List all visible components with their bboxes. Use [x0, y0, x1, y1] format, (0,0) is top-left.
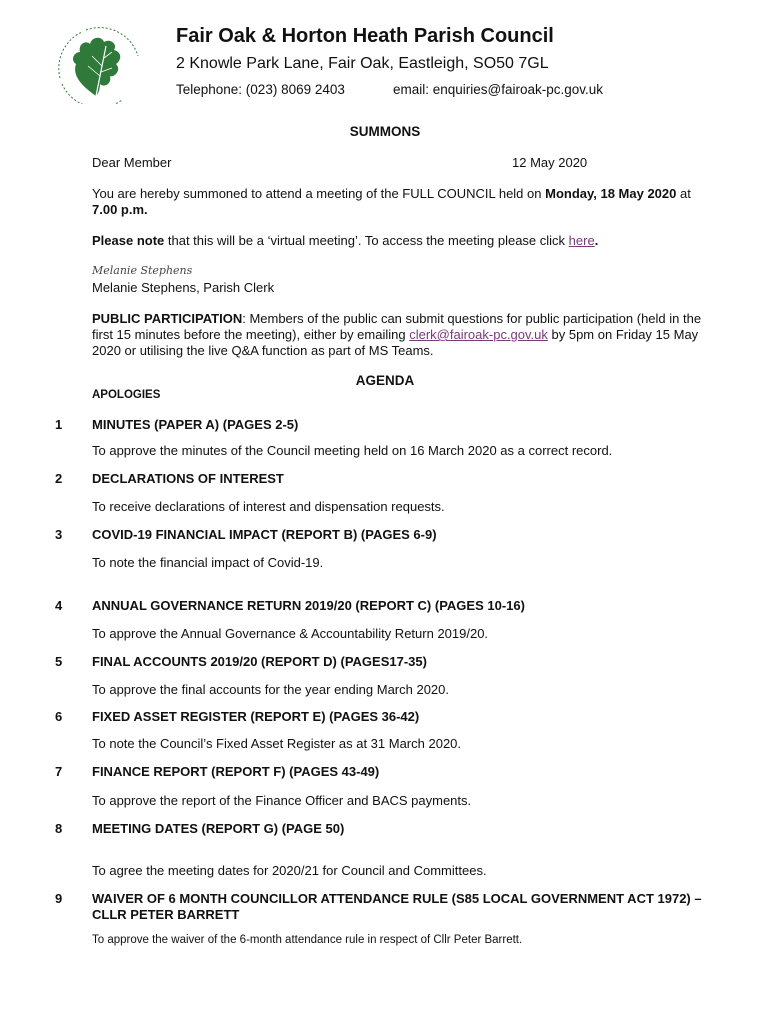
agenda-item-number: 6 — [55, 709, 63, 724]
oak-leaf-icon — [52, 26, 142, 104]
council-telephone: Telephone: (023) 8069 2403 — [176, 82, 345, 97]
item-title-text: WAIVER OF 6 MONTH COUNCILLOR ATTENDANCE RULE (S85 LOCAL GOVERNMENT ACT 1972) – CLLR PETER BARRETT — [92, 891, 702, 922]
agenda-item-description: To note the financial impact of Covid-19. — [92, 555, 324, 570]
agenda-item-description: To note the Council’s Fixed Asset Register as at 31 March 2020. — [92, 736, 462, 751]
agenda-heading: AGENDA — [355, 373, 415, 388]
council-title: Fair Oak & Horton Heath Parish Council — [176, 25, 554, 47]
item-title-text: MINUTES (PAPER A) — [92, 417, 220, 432]
meeting-time: 7.00 p.m. — [92, 202, 148, 217]
item-pages: (PAGES 36-42) — [325, 709, 420, 724]
agenda-item-title — [92, 764, 712, 780]
item-pages: (PAGES 6-9) — [357, 527, 437, 542]
item-title-text: FIXED ASSET REGISTER (REPORT E) — [92, 709, 326, 724]
item-title-text: MEETING DATES (REPORT G) — [92, 821, 279, 836]
agenda-item-number: 3 — [55, 527, 63, 542]
agenda-item-title — [92, 527, 712, 543]
item-pages: (PAGES 10-16) — [431, 598, 525, 613]
clerk-email-link[interactable]: clerk@fairoak-pc.gov.uk — [409, 327, 548, 342]
meeting-link[interactable]: here — [568, 233, 595, 248]
note-text: that this will be a ‘virtual meeting’. To access the meeting please click — [164, 233, 569, 248]
summons-heading: SUMMONS — [349, 124, 421, 139]
council-address: 2 Knowle Park Lane, Fair Oak, Eastleigh, SO50 7GL — [176, 55, 549, 72]
item-title-text: FINANCE REPORT (REPORT F) — [92, 764, 286, 779]
note-end: . — [594, 233, 599, 248]
agenda-item-number: 7 — [55, 764, 63, 779]
item-title-text: COVID-19 FINANCIAL IMPACT (REPORT B) — [92, 527, 358, 542]
parish-logo — [52, 26, 142, 104]
agenda-item-title — [92, 471, 712, 487]
clerk-signature: Melanie Stephens — [92, 264, 193, 277]
agenda-item-title — [92, 891, 702, 923]
public-text-2: by 5pm on Friday 15 May 2020 or utilising the live Q&A function as part of MS Teams. — [92, 327, 699, 358]
agenda-item-number: 5 — [55, 654, 63, 669]
letter-date: 12 May 2020 — [512, 155, 588, 170]
salutation: Dear Member — [92, 155, 172, 170]
item-title-text: ANNUAL GOVERNANCE RETURN 2019/20 (REPORT C) — [92, 598, 432, 613]
agenda-item-description: To receive declarations of interest and dispensation requests. — [92, 499, 445, 514]
public-label: PUBLIC PARTICIPATION — [92, 311, 243, 326]
agenda-item-number: 1 — [55, 417, 63, 432]
public-participation — [92, 311, 717, 359]
agenda-item-description: To approve the waiver of the 6-month attendance rule in respect of Cllr Peter Barrett. — [92, 934, 523, 946]
item-pages: (PAGES17-35) — [336, 654, 427, 669]
apologies-heading: APOLOGIES — [92, 389, 161, 401]
agenda-item-number: 9 — [55, 891, 63, 906]
item-title-text: DECLARATIONS OF INTEREST — [92, 471, 284, 486]
note-label: Please note — [92, 233, 165, 248]
agenda-item-number: 4 — [55, 598, 63, 613]
public-text-1: : Members of the public can submit questions for public participation (held in the first 15 minutes before the meeting), either by emailing — [92, 311, 702, 342]
agenda-item-description: To approve the Annual Governance & Accountability Return 2019/20. — [92, 626, 489, 641]
agenda-item-title — [92, 654, 712, 670]
agenda-item-description: To approve the final accounts for the year ending March 2020. — [92, 682, 449, 697]
agenda-item-description: To approve the report of the Finance Officer and BACS payments. — [92, 793, 472, 808]
council-email: email: enquiries@fairoak-pc.gov.uk — [393, 82, 604, 97]
agenda-item-title — [92, 598, 712, 614]
agenda-item-title — [92, 709, 712, 725]
item-title-text: FINAL ACCOUNTS 2019/20 (REPORT D) — [92, 654, 337, 669]
item-pages: (PAGES 43-49) — [285, 764, 380, 779]
intro-text: You are hereby summoned to attend a meeting of the FULL COUNCIL held on — [92, 186, 546, 201]
agenda-item-title — [92, 821, 712, 837]
agenda-item-title — [92, 417, 712, 433]
meeting-intro — [92, 186, 712, 218]
agenda-item-number: 2 — [55, 471, 63, 486]
meeting-date: Monday, 18 May 2020 — [545, 186, 677, 201]
virtual-meeting-note — [92, 233, 712, 248]
agenda-item-number: 8 — [55, 821, 63, 836]
agenda-item-description: To approve the minutes of the Council meeting held on 16 March 2020 as a correct record. — [92, 443, 613, 458]
item-pages: (PAGE 50) — [278, 821, 345, 836]
item-pages: (PAGES 2-5) — [219, 417, 299, 432]
intro-at: at — [676, 186, 691, 201]
agenda-item-description: To agree the meeting dates for 2020/21 for Council and Committees. — [92, 863, 487, 878]
clerk-name: Melanie Stephens, Parish Clerk — [92, 280, 275, 295]
